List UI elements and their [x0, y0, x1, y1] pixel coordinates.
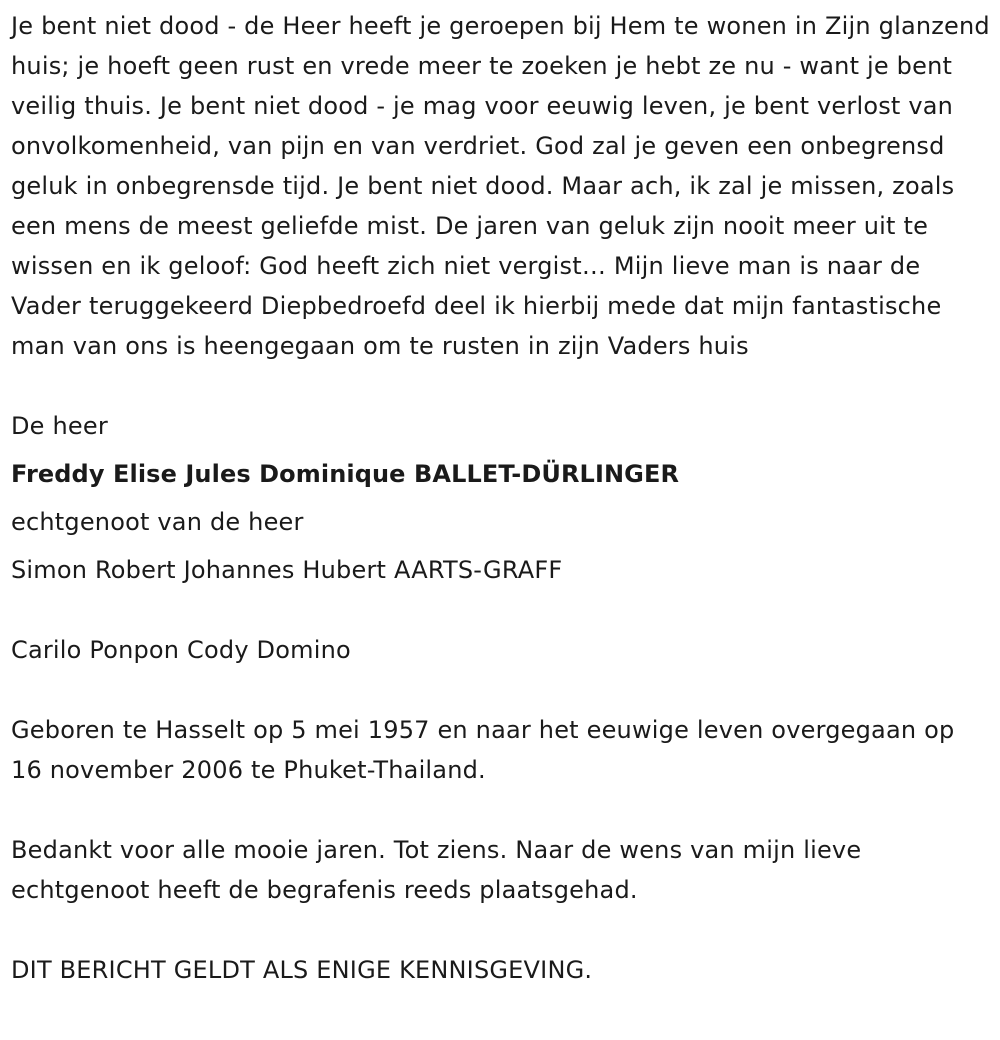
spacer	[11, 910, 993, 950]
relation-text: echtgenoot van de heer	[11, 508, 304, 536]
thanks-text: Bedankt voor alle mooie jaren. Tot ziens. Naar de wens van mijn lieve echtgenoot heeft de begrafenis reeds plaatsgehad.	[11, 836, 862, 904]
deceased-title: De heer	[11, 412, 108, 440]
spacer	[11, 790, 993, 830]
birth-death-info: Geboren te Hasselt op 5 mei 1957 en naar het eeuwige leven overgegaan op 16 november 2006 te Phuket-Thailand.	[11, 716, 955, 784]
obituary-page	[11, 6, 993, 990]
also-mourned-by: Carilo Ponpon Cody Domino	[11, 636, 351, 664]
spacer	[11, 670, 993, 710]
memorial-poem: Je bent niet dood - de Heer heeft je geroepen bij Hem te wonen in Zijn glanzend huis; je hoeft geen rust en vrede meer te zoeken je hebt ze nu - want je bent veilig thuis. Je bent niet dood - je mag voor eeuwig leven, je bent verlost van onvolkomenheid, van pijn en van verdriet. God zal je geven een onbegrensd geluk in onbegrensde tijd. Je bent niet dood. Maar ach, ik zal je missen, zoals een mens de meest geliefde mist. De jaren van geluk zijn nooit meer uit te wissen en ik geloof: God heeft zich niet vergist… Mijn lieve man is naar de Vader teruggekeerd Diepbedroefd deel ik hierbij mede dat mijn fantastische man van ons is heengegaan om te rusten in zijn Vaders huis	[11, 12, 990, 360]
notice-text: DIT BERICHT GELDT ALS ENIGE KENNISGEVING.	[11, 956, 593, 984]
spacer	[11, 366, 993, 406]
spacer	[11, 590, 993, 630]
spouse-name: Simon Robert Johannes Hubert AARTS-GRAFF	[11, 556, 563, 584]
deceased-name: Freddy Elise Jules Dominique BALLET-DÜRLINGER	[11, 460, 680, 488]
